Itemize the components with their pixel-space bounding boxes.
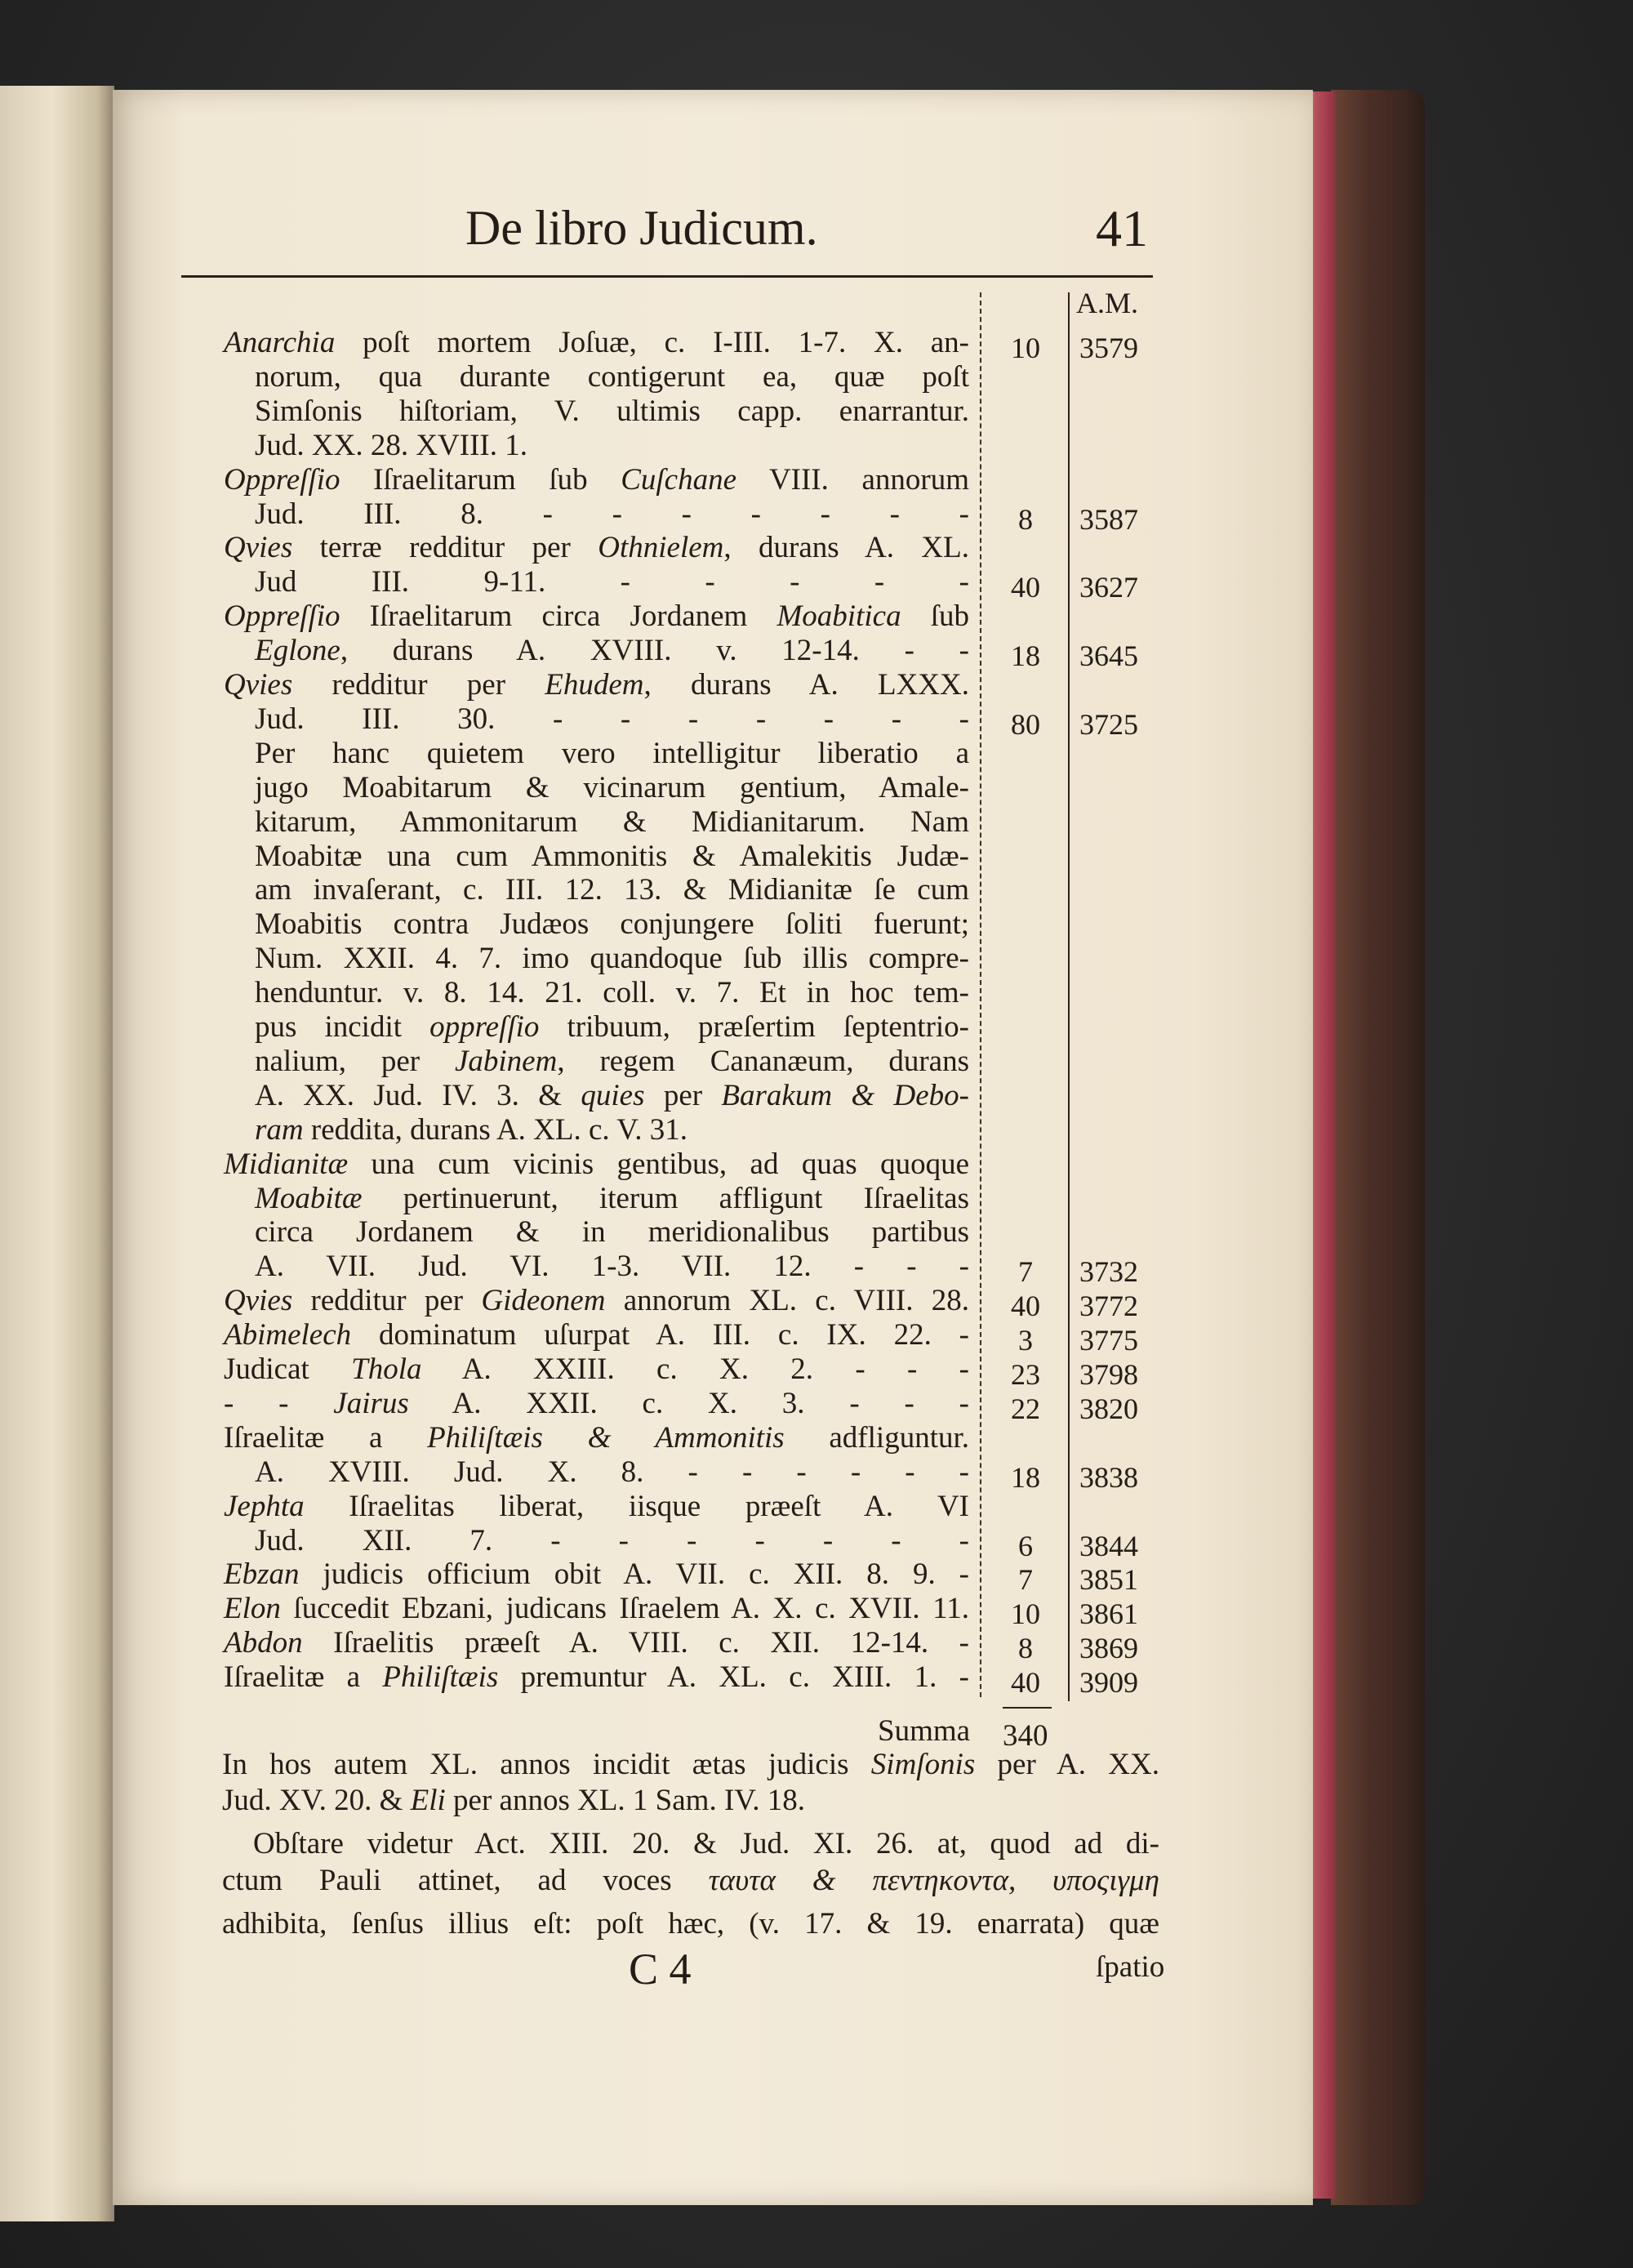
text-line [224, 1626, 969, 1660]
italic-run: quies [581, 1079, 645, 1112]
signature-mark: C 4 [629, 1945, 692, 1994]
italic-run: Elon [224, 1592, 281, 1625]
years-value: 10 [1011, 332, 1040, 364]
text-run: A. XXII. c. X. 3. - - - [408, 1387, 969, 1420]
anno-mundi-value: 3627 [1079, 571, 1138, 604]
text-line [222, 1784, 1159, 1818]
header-rule [181, 275, 1153, 278]
anno-mundi-value: 3851 [1079, 1563, 1138, 1596]
text-run: judicis officium obit A. VII. c. XII. 8. 9. - [299, 1557, 969, 1591]
text-run: henduntur. v. 8. 14. 21. coll. v. 7. Et in hoc tem- [255, 976, 969, 1009]
text-run: poſt mortem Joſuæ, c. I-III. 1-7. X. an- [335, 326, 969, 359]
text-run: adhibita, ſenſus illius eſt: poſt hæc, (v. 17. & 19. enarrata) quæ [222, 1907, 1159, 1940]
anno-mundi-value: 3861 [1079, 1597, 1138, 1630]
text-run: annorum XL. c. VIII. 28. [605, 1284, 969, 1317]
text-line [255, 1113, 969, 1147]
italic-run: ταυτα & πεντηκοντα, υποςιγμη [708, 1864, 1159, 1897]
italic-run: Barakum & Debo- [721, 1079, 969, 1112]
text-line [255, 360, 969, 394]
years-value: 18 [1011, 1461, 1040, 1494]
years-value: 18 [1011, 639, 1040, 672]
text-line [255, 1010, 969, 1045]
text-run: pertinuerunt, iterum affligunt Iſraelitas [362, 1182, 969, 1215]
text-line [224, 1318, 969, 1352]
am-column-divider [1068, 292, 1070, 1701]
anno-mundi-value: 3725 [1079, 708, 1138, 741]
italic-run: Qvies [224, 668, 293, 702]
italic-run: Eli [410, 1784, 446, 1817]
anno-mundi-value: 3775 [1079, 1324, 1138, 1357]
years-value: 80 [1011, 708, 1040, 741]
text-line [224, 326, 969, 360]
italic-run: ram [255, 1113, 304, 1147]
text-run: A. XVIII. Jud. X. 8. - - - - - - [255, 1455, 969, 1489]
text-line [255, 1524, 969, 1558]
text-run: jugo Moabitarum & vicinarum gentium, Amale- [255, 771, 969, 804]
years-column-divider [980, 292, 981, 1697]
italic-run: Philiſtæis [382, 1660, 499, 1694]
text-line [255, 497, 969, 532]
text-run: Per hanc quietem vero intelligitur liberatio a [255, 737, 969, 770]
text-line [255, 805, 969, 840]
italic-run: Jairus [333, 1387, 409, 1420]
text-run: Jud III. 9-11. - - - - - [255, 565, 969, 599]
text-run: Iſraelitæ a [224, 1421, 428, 1455]
text-line [255, 634, 969, 668]
book-cover [1331, 90, 1425, 2205]
text-run: , durans A. LXXX. [643, 668, 969, 702]
italic-run: Othnielem [598, 531, 724, 564]
italic-run: Moabitæ [255, 1182, 363, 1215]
text-run: pus incidit [255, 1010, 430, 1044]
text-run: A. VII. Jud. VI. 1-3. VII. 12. - - - [255, 1250, 969, 1283]
text-run: adfliguntur. [784, 1421, 969, 1455]
text-line [255, 907, 969, 942]
text-run: Num. XXII. 4. 7. imo quandoque ſub illis compre- [255, 942, 969, 975]
text-line [255, 737, 969, 771]
italic-run: Philiſtæis & Ammonitis [427, 1421, 785, 1455]
anno-mundi-value: 3838 [1079, 1461, 1138, 1494]
text-run: Simſonis hiſtoriam, V. ultimis capp. enarrantur. [255, 394, 969, 428]
anno-mundi-value: 3732 [1079, 1255, 1138, 1288]
text-line [255, 1045, 969, 1079]
years-value: 22 [1011, 1392, 1040, 1425]
anno-mundi-value: 3645 [1079, 639, 1138, 672]
italic-run: Ebzan [224, 1557, 300, 1591]
years-value: 40 [1011, 1666, 1040, 1699]
text-line [255, 1215, 969, 1250]
years-value: 7 [1018, 1255, 1033, 1288]
text-run: premuntur A. XL. c. XIII. 1. - [498, 1660, 969, 1694]
italic-run: Moabitica [776, 599, 901, 633]
text-run: norum, qua durante contigerunt ea, quæ poſt [255, 360, 969, 394]
years-value: 7 [1018, 1563, 1033, 1596]
text-run: , regem Cananæum, durans [557, 1045, 969, 1078]
text-line [222, 1864, 1159, 1898]
text-run: Jud. XII. 7. - - - - - - - [255, 1524, 969, 1557]
text-run: ctum Pauli attinet, ad voces [222, 1864, 709, 1897]
text-line [224, 1387, 969, 1421]
text-line [224, 1557, 969, 1592]
text-run: Iſraelitis præeſt A. VIII. c. XII. 12-14. - [302, 1626, 969, 1660]
text-line [255, 1455, 969, 1490]
text-run: Iſraelitarum ſub [340, 463, 621, 497]
summa-label: Summa [878, 1714, 971, 1748]
text-line [255, 771, 969, 805]
text-line [224, 1284, 969, 1318]
text-run: tribuum, præſertim ſeptentrio- [539, 1010, 969, 1044]
text-run: kitarum, Ammonitarum & Midianitarum. Nam [255, 805, 969, 839]
text-run: In hos autem XL. annos incidit ætas judicis [222, 1748, 871, 1781]
text-run: Jud. III. 30. - - - - - - - [255, 702, 969, 736]
text-run: A. XXIII. c. X. 2. - - - [421, 1352, 969, 1386]
text-run: Moabitis contra Judæos conjungere ſoliti fuerunt; [255, 907, 969, 941]
years-value: 40 [1011, 571, 1040, 604]
anno-mundi-value: 3820 [1079, 1392, 1138, 1425]
text-run: per annos XL. 1 Sam. IV. 18. [445, 1784, 805, 1817]
text-line [255, 840, 969, 874]
text-run: una cum vicinis gentibus, ad quas quoque [348, 1147, 969, 1181]
italic-run: Gideonem [481, 1284, 606, 1317]
text-run: , durans A. XL. [723, 531, 969, 564]
anno-mundi-value: 3869 [1079, 1632, 1138, 1664]
text-line [255, 702, 969, 737]
text-line [255, 1182, 969, 1216]
years-value: 8 [1018, 1632, 1033, 1664]
text-line [255, 1250, 969, 1284]
italic-run: oppreſſio [429, 1010, 540, 1044]
text-line [224, 1592, 969, 1626]
text-run: , durans A. XVIII. v. 12-14. - - [340, 634, 969, 667]
anno-mundi-value: 3579 [1079, 332, 1138, 364]
running-title: De libro Judicum. [465, 201, 818, 255]
years-value: 10 [1011, 1597, 1040, 1630]
text-run: Iſraelitæ a [224, 1660, 383, 1694]
italic-run: Qvies [224, 1284, 293, 1317]
text-line [224, 599, 969, 634]
text-run: A. XX. Jud. IV. 3. & [255, 1079, 581, 1112]
text-run: Jud. XV. 20. & [222, 1784, 411, 1817]
text-run: redditur per [292, 1284, 482, 1317]
text-line [224, 463, 969, 497]
text-run: circa Jordanem & in meridionalibus partibus [255, 1215, 969, 1249]
am-column-header: A.M. [1076, 287, 1139, 319]
text-line [255, 565, 969, 599]
italic-run: Qvies [224, 531, 293, 564]
text-run: Judicat [224, 1352, 352, 1386]
summa-value: 340 [1003, 1719, 1048, 1753]
text-run: ſub [901, 599, 970, 633]
italic-run: Oppreſſio [224, 463, 340, 497]
page-number: 41 [1096, 199, 1148, 257]
italic-run: Abdon [224, 1626, 303, 1660]
text-run: Jud. III. 8. - - - - - - - [255, 497, 969, 531]
text-line [255, 873, 969, 907]
catchword: ſpatio [1096, 1950, 1165, 1984]
text-run: redditur per [292, 668, 545, 702]
text-run: ſuccedit Ebzani, judicans Iſraelem A. X. c. XVII. 11. [280, 1592, 969, 1625]
text-run: reddita, durans A. XL. c. V. 31. [303, 1113, 687, 1147]
text-line [255, 394, 969, 429]
text-run: Iſraelitarum circa Jordanem [340, 599, 777, 633]
italic-run: Simſonis [870, 1748, 976, 1781]
italic-run: Thola [351, 1352, 422, 1386]
text-line [255, 1079, 969, 1113]
text-line [222, 1748, 1159, 1782]
years-value: 3 [1018, 1324, 1033, 1357]
text-line [255, 942, 969, 976]
years-value: 6 [1018, 1530, 1033, 1562]
italic-run: Ehudem [545, 668, 644, 702]
italic-run: Oppreſſio [224, 599, 340, 633]
years-value: 23 [1011, 1358, 1040, 1391]
text-run: Jud. XX. 28. XVIII. 1. [255, 429, 527, 462]
text-line [224, 1147, 969, 1182]
text-run: terræ redditur per [292, 531, 598, 564]
text-run: am invaſerant, c. III. 12. 13. & Midianitæ ſe cum [255, 873, 969, 907]
text-run: VIII. annorum [736, 463, 969, 497]
anno-mundi-value: 3909 [1079, 1666, 1138, 1699]
text-run: per [644, 1079, 722, 1112]
anno-mundi-value: 3844 [1079, 1530, 1138, 1562]
text-run: nalium, per [255, 1045, 455, 1078]
sum-rule [1003, 1707, 1052, 1709]
italic-run: Cuſchane [621, 463, 737, 497]
italic-run: Abimelech [224, 1318, 352, 1352]
text-line [224, 1660, 969, 1695]
text-line [253, 1827, 1159, 1861]
text-line [224, 1490, 969, 1524]
anno-mundi-value: 3798 [1079, 1358, 1138, 1391]
text-line [255, 976, 969, 1010]
text-line [224, 1421, 969, 1455]
italic-run: Jabinem [454, 1045, 558, 1078]
anno-mundi-value: 3772 [1079, 1290, 1138, 1322]
text-run: Obſtare videtur Act. XIII. 20. & Jud. XI. 26. at, quod ad di- [253, 1827, 1159, 1860]
years-value: 8 [1018, 503, 1033, 536]
anno-mundi-value: 3587 [1079, 503, 1138, 536]
text-line [222, 1907, 1159, 1941]
facing-page-edge [0, 86, 114, 2221]
italic-run: Eglone [255, 634, 340, 667]
italic-run: Anarchia [224, 326, 336, 359]
text-run: Moabitæ una cum Ammonitis & Amalekitis Judæ- [255, 840, 969, 873]
text-line [255, 429, 969, 463]
italic-run: Midianitæ [224, 1147, 349, 1181]
text-run: Iſraelitas liberat, iisque præeſt A. VI [304, 1490, 969, 1523]
text-run: - - [224, 1387, 334, 1420]
text-line [224, 668, 969, 702]
years-value: 40 [1011, 1290, 1040, 1322]
text-line [224, 531, 969, 565]
italic-run: Jephta [224, 1490, 305, 1523]
text-run: dominatum uſurpat A. III. c. IX. 22. - [351, 1318, 969, 1352]
text-run: per A. XX. [975, 1748, 1159, 1781]
text-line [224, 1352, 969, 1387]
